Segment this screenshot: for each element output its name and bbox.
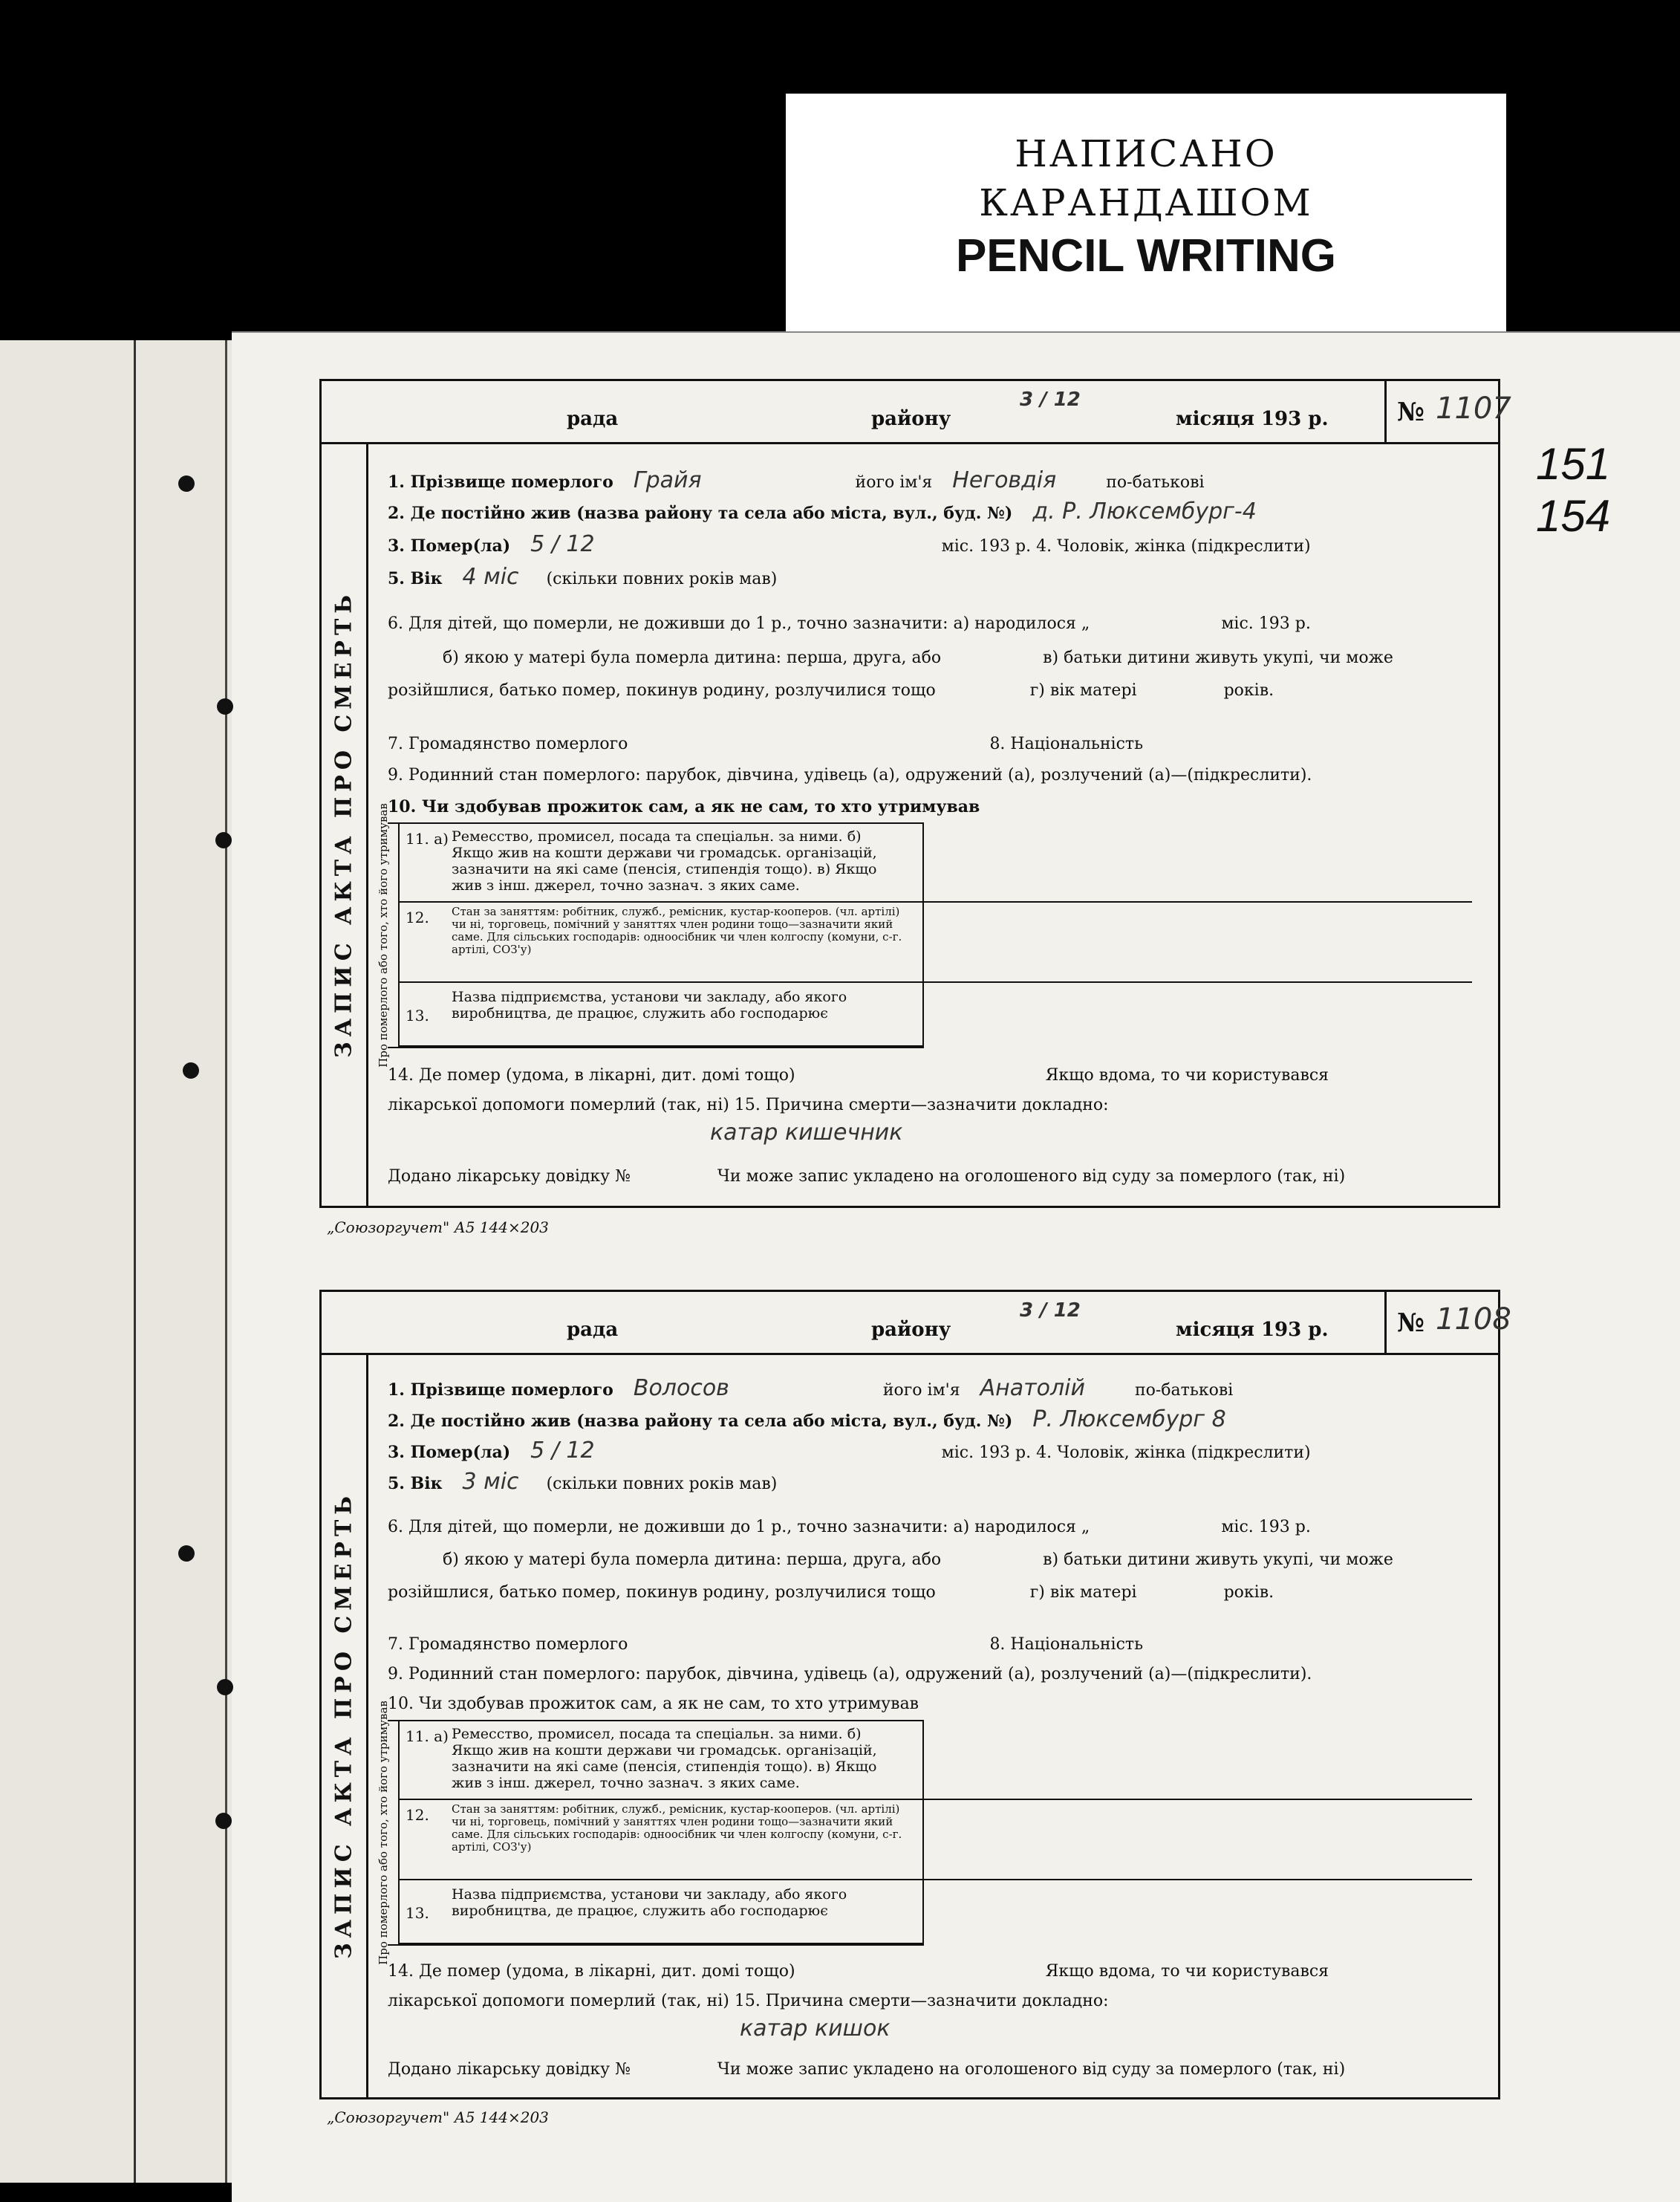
child-born-label: 6. Для дітей, що померли, не доживши до 1 р., точно зазначити: а) народилося „: [388, 614, 1090, 633]
court-label: Чи може запис укладено на оголошеного від суду за померлого (так, ні): [717, 1167, 1346, 1186]
parents-status-label: розійшлися, батько помер, покинув родину, розлучилися тощо: [388, 681, 936, 700]
vertical-title-text: ЗАПИС АКТА ПРО СМЕРТЬ: [331, 1490, 357, 1960]
age-value: 4 міс: [462, 564, 519, 590]
row-12-text: Стан за заняттям: робітник, служб., ремісник, кустар-кооперов. (чл. артілі) чи ні, торговець, помічний у заняттях член родини тощо—зазначити який саме. Для сільських господарів: одноосібник чи член колгоспу (комуни, с-г. артілі, СОЗ'у): [452, 1802, 902, 1854]
place-of-death-label: 14. Де помер (удома, в лікарні, дит. домі тощо): [388, 1066, 795, 1085]
row-12-number: 12.: [406, 1806, 429, 1824]
mother-age-label: г) вік матері: [1029, 1583, 1137, 1602]
margin-page-numbers: [1536, 438, 1610, 542]
surname-value: Волосов: [633, 1375, 729, 1401]
cause-value: катар кишечник: [710, 1120, 903, 1146]
line-5: [388, 1469, 777, 1495]
surname-label: 1. Прізвище померлого: [388, 472, 613, 492]
line-14: [388, 1066, 1329, 1085]
line-6c: [388, 1583, 1274, 1602]
row-12-number: 12.: [406, 909, 429, 926]
record-number-box: [1384, 381, 1511, 442]
age-note: (скільки повних років мав): [546, 1475, 778, 1493]
line-15: [388, 1096, 1109, 1114]
line-10: [388, 797, 980, 816]
line-9: [388, 766, 1312, 785]
citizenship-label: 7. Громадянство померлого: [388, 735, 628, 753]
form-header: [322, 1292, 1511, 1355]
row-13: [398, 1879, 922, 1944]
answer-line: [922, 1799, 1472, 1800]
death-date-label: 3. Помер(ла): [388, 1443, 511, 1462]
row-11-number: 11. а): [406, 1727, 449, 1745]
line-1: [388, 467, 1205, 493]
residence-label: 2. Де постійно жив (назва району та села або міста, вул., буд. №): [388, 1412, 1013, 1431]
place-of-death-label: 14. Де помер (удома, в лікарні, дит. домі тощо): [388, 1962, 795, 1981]
residence-value: Р. Люксембург 8: [1032, 1406, 1226, 1432]
row-12-text: Стан за заняттям: робітник, служб., ремісник, кустар-кооперов. (чл. артілі) чи ні, торговець, помічний у заняттях член родини тощо—зазначити який саме. Для сільських господарів: одноосібник чи член колгоспу (комуни, с-г. артілі, СОЗ'у): [452, 905, 902, 956]
row-11: [398, 1721, 922, 1800]
nationality-label: 8. Національність: [989, 1635, 1144, 1654]
line-14: [388, 1962, 1329, 1981]
cause-label: лікарської допомоги померлий (так, ні) 15. Причина смерти—зазначити докладно:: [388, 1096, 1109, 1114]
subtable-vertical-label: [368, 1701, 400, 1965]
row-11: [398, 824, 922, 903]
form-body: [368, 1353, 1498, 2097]
support-label: 10. Чи здобував прожиток сам, а як не сам, то хто утримував: [388, 1695, 919, 1713]
line-6c: [388, 681, 1274, 700]
certificate-label: Додано лікарську довідку №: [388, 1167, 631, 1186]
age-label: 5. Вік: [388, 1474, 443, 1493]
page-edge: [225, 340, 227, 2183]
patronymic-label: по-батькові: [1106, 473, 1205, 492]
line-16: [388, 1167, 1345, 1186]
vertical-title: [322, 1353, 368, 2097]
binding-hole: [178, 1545, 195, 1562]
month-label: місяця 193 р.: [1176, 408, 1329, 430]
rayonu-label: району: [871, 1319, 951, 1341]
child-born-month: міс. 193 р.: [1221, 1518, 1311, 1536]
line-6: [388, 1518, 1311, 1536]
line-16: [388, 2060, 1345, 2079]
death-date-value: 5 / 12: [530, 1438, 595, 1464]
years-label: років.: [1223, 1583, 1274, 1602]
subtable-vertical-text: Про померлого або того, хто його утримував: [377, 1701, 390, 1965]
vertical-title-text: ЗАПИС АКТА ПРО СМЕРТЬ: [331, 589, 357, 1059]
row-11-text: Ремесство, промисел, посада та спеціальн. за ними. б) Якщо жив на кошти держави чи громадськ. організацій, зазначити на які саме (пенсія, стипендія тощо). в) Якщо жив з інш. джерел, точно зазнач. з яких саме.: [452, 828, 877, 894]
rayonu-label: району: [871, 408, 951, 430]
parents-label: в) батьки дитини живуть укупі, чи може: [1043, 1550, 1393, 1569]
line-2: [388, 1406, 1226, 1432]
death-date-value: 5 / 12: [530, 531, 595, 557]
binding-hole: [217, 1679, 233, 1695]
first-name-label: його ім'я: [882, 1381, 960, 1400]
line-6b: [443, 649, 1393, 667]
age-value: 3 міс: [462, 1469, 519, 1495]
answer-line: [922, 981, 1472, 983]
margin-number: 154: [1536, 491, 1611, 541]
line-6: [388, 614, 1311, 633]
header-date: 3 / 12: [1020, 1299, 1081, 1322]
first-name-value: Неговдія: [952, 467, 1057, 493]
line-7: [388, 735, 1143, 753]
row-13-number: 13.: [406, 1007, 429, 1024]
line-9: [388, 1665, 1312, 1683]
note-line-3: PENCIL WRITING: [955, 230, 1337, 282]
binding-hole: [215, 1813, 232, 1829]
line-7: [388, 1635, 1143, 1654]
cause-label: лікарської допомоги померлий (так, ні) 15. Причина смерти—зазначити докладно:: [388, 1992, 1109, 2010]
form-body: [368, 442, 1498, 1206]
line-10: [388, 1695, 919, 1713]
number-sign: №: [1397, 397, 1425, 427]
row-13: [398, 981, 922, 1047]
row-12: [398, 901, 922, 983]
sex-label: міс. 193 р. 4. Чоловік, жінка (підкреслити): [941, 537, 1311, 556]
binding-spine: [0, 340, 232, 2183]
at-home-label: Якщо вдома, то чи користувався: [1045, 1962, 1329, 1981]
record-number: 1107: [1436, 392, 1511, 426]
answer-line: [922, 1879, 1472, 1880]
child-order-label: б) якою у матері була померла дитина: перша, друга, або: [443, 1550, 942, 1569]
line-3: [388, 531, 1311, 557]
surname-label: 1. Прізвище померлого: [388, 1380, 613, 1400]
residence-value: д. Р. Люксембург-4: [1032, 498, 1257, 524]
vertical-title: [322, 442, 368, 1206]
record-number-box: [1384, 1292, 1511, 1353]
row-11-text: Ремесство, промисел, посада та спеціальн. за ними. б) Якщо жив на кошти держави чи громадськ. організацій, зазначити на які саме (пенсія, стипендія тощо). в) Якщо жив з інш. джерел, точно зазнач. з яких саме.: [452, 1726, 877, 1791]
binding-hole: [217, 698, 233, 715]
subtable-vertical-text: Про померлого або того, хто його утримував: [377, 803, 390, 1068]
certificate-label: Додано лікарську довідку №: [388, 2060, 631, 2079]
binding-hole: [178, 475, 195, 492]
line-6b: [443, 1550, 1393, 1569]
parents-label: в) батьки дитини живуть укупі, чи може: [1043, 649, 1393, 667]
child-born-label: 6. Для дітей, що померли, не доживши до 1 р., точно зазначити: а) народилося „: [388, 1518, 1090, 1536]
cause-value: катар кишок: [740, 2016, 891, 2042]
row-12: [398, 1799, 922, 1880]
death-record-form-2: [319, 1290, 1511, 2099]
margin-number: 151: [1536, 439, 1611, 489]
subtable-vertical-label: [368, 803, 400, 1068]
line-15: [388, 1992, 1109, 2010]
residence-label: 2. Де постійно жив (назва району та села або міста, вул., буд. №): [388, 504, 1013, 523]
row-13-text: Назва підприємства, установи чи закладу, або якого виробництва, де працює, служить або господарює: [452, 1886, 847, 1919]
nationality-label: 8. Національність: [989, 735, 1144, 753]
line-1: [388, 1375, 1233, 1401]
rada-label: рада: [567, 1319, 619, 1341]
pencil-writing-note: [786, 94, 1506, 339]
line-3: [388, 1438, 1311, 1464]
form-footer: „Союзоргучет" А5 144×203: [327, 1218, 549, 1236]
row-13-text: Назва підприємства, установи чи закладу, або якого виробництва, де працює, служить або господарює: [452, 989, 847, 1022]
age-note: (скільки повних років мав): [546, 570, 778, 588]
month-label: місяця 193 р.: [1176, 1319, 1329, 1341]
marital-status-label: 9. Родинний стан померлого: парубок, дівчина, удівець (а), одружений (а), розлучений (а)—(підкреслити).: [388, 1665, 1312, 1683]
rada-label: рада: [567, 408, 619, 430]
form-footer: „Союзоргучет" А5 144×203: [327, 2108, 549, 2126]
spine-edge: [134, 340, 136, 2183]
first-name-label: його ім'я: [855, 473, 933, 492]
child-born-month: міс. 193 р.: [1221, 614, 1311, 633]
first-name-value: Анатолій: [980, 1375, 1085, 1401]
years-label: років.: [1223, 681, 1274, 700]
patronymic-label: по-батькові: [1134, 1381, 1234, 1400]
row-13-number: 13.: [406, 1904, 429, 1922]
form-header: [322, 381, 1511, 444]
number-sign: №: [1397, 1308, 1425, 1338]
mother-age-label: г) вік матері: [1029, 681, 1137, 700]
citizenship-label: 7. Громадянство померлого: [388, 1635, 628, 1654]
line-5: [388, 564, 777, 590]
marital-status-label: 9. Родинний стан померлого: парубок, дівчина, удівець (а), одружений (а), розлучений (а)—(підкреслити).: [388, 766, 1312, 785]
age-label: 5. Вік: [388, 569, 443, 588]
court-label: Чи може запис укладено на оголошеного від суду за померлого (так, ні): [717, 2060, 1346, 2079]
at-home-label: Якщо вдома, то чи користувався: [1045, 1066, 1329, 1085]
binding-hole: [215, 832, 232, 848]
surname-value: Грайя: [633, 467, 702, 493]
sex-label: міс. 193 р. 4. Чоловік, жінка (підкреслити): [941, 1443, 1311, 1462]
parents-status-label: розійшлися, батько помер, покинув родину, розлучилися тощо: [388, 1583, 936, 1602]
death-date-label: 3. Помер(ла): [388, 536, 511, 556]
row-11-number: 11. а): [406, 830, 449, 848]
answer-line: [922, 901, 1472, 903]
child-order-label: б) якою у матері була померла дитина: перша, друга, або: [443, 649, 942, 667]
note-line-2: КАРАНДАШОМ: [979, 181, 1313, 224]
record-number: 1108: [1436, 1302, 1511, 1337]
binding-hole: [183, 1062, 199, 1079]
header-date: 3 / 12: [1020, 389, 1081, 411]
note-line-1: НАПИСАНО: [1015, 132, 1277, 175]
death-record-form-1: [319, 379, 1511, 1208]
support-label: 10. Чи здобував прожиток сам, а як не сам, то хто утримував: [388, 797, 980, 816]
line-2: [388, 498, 1257, 524]
